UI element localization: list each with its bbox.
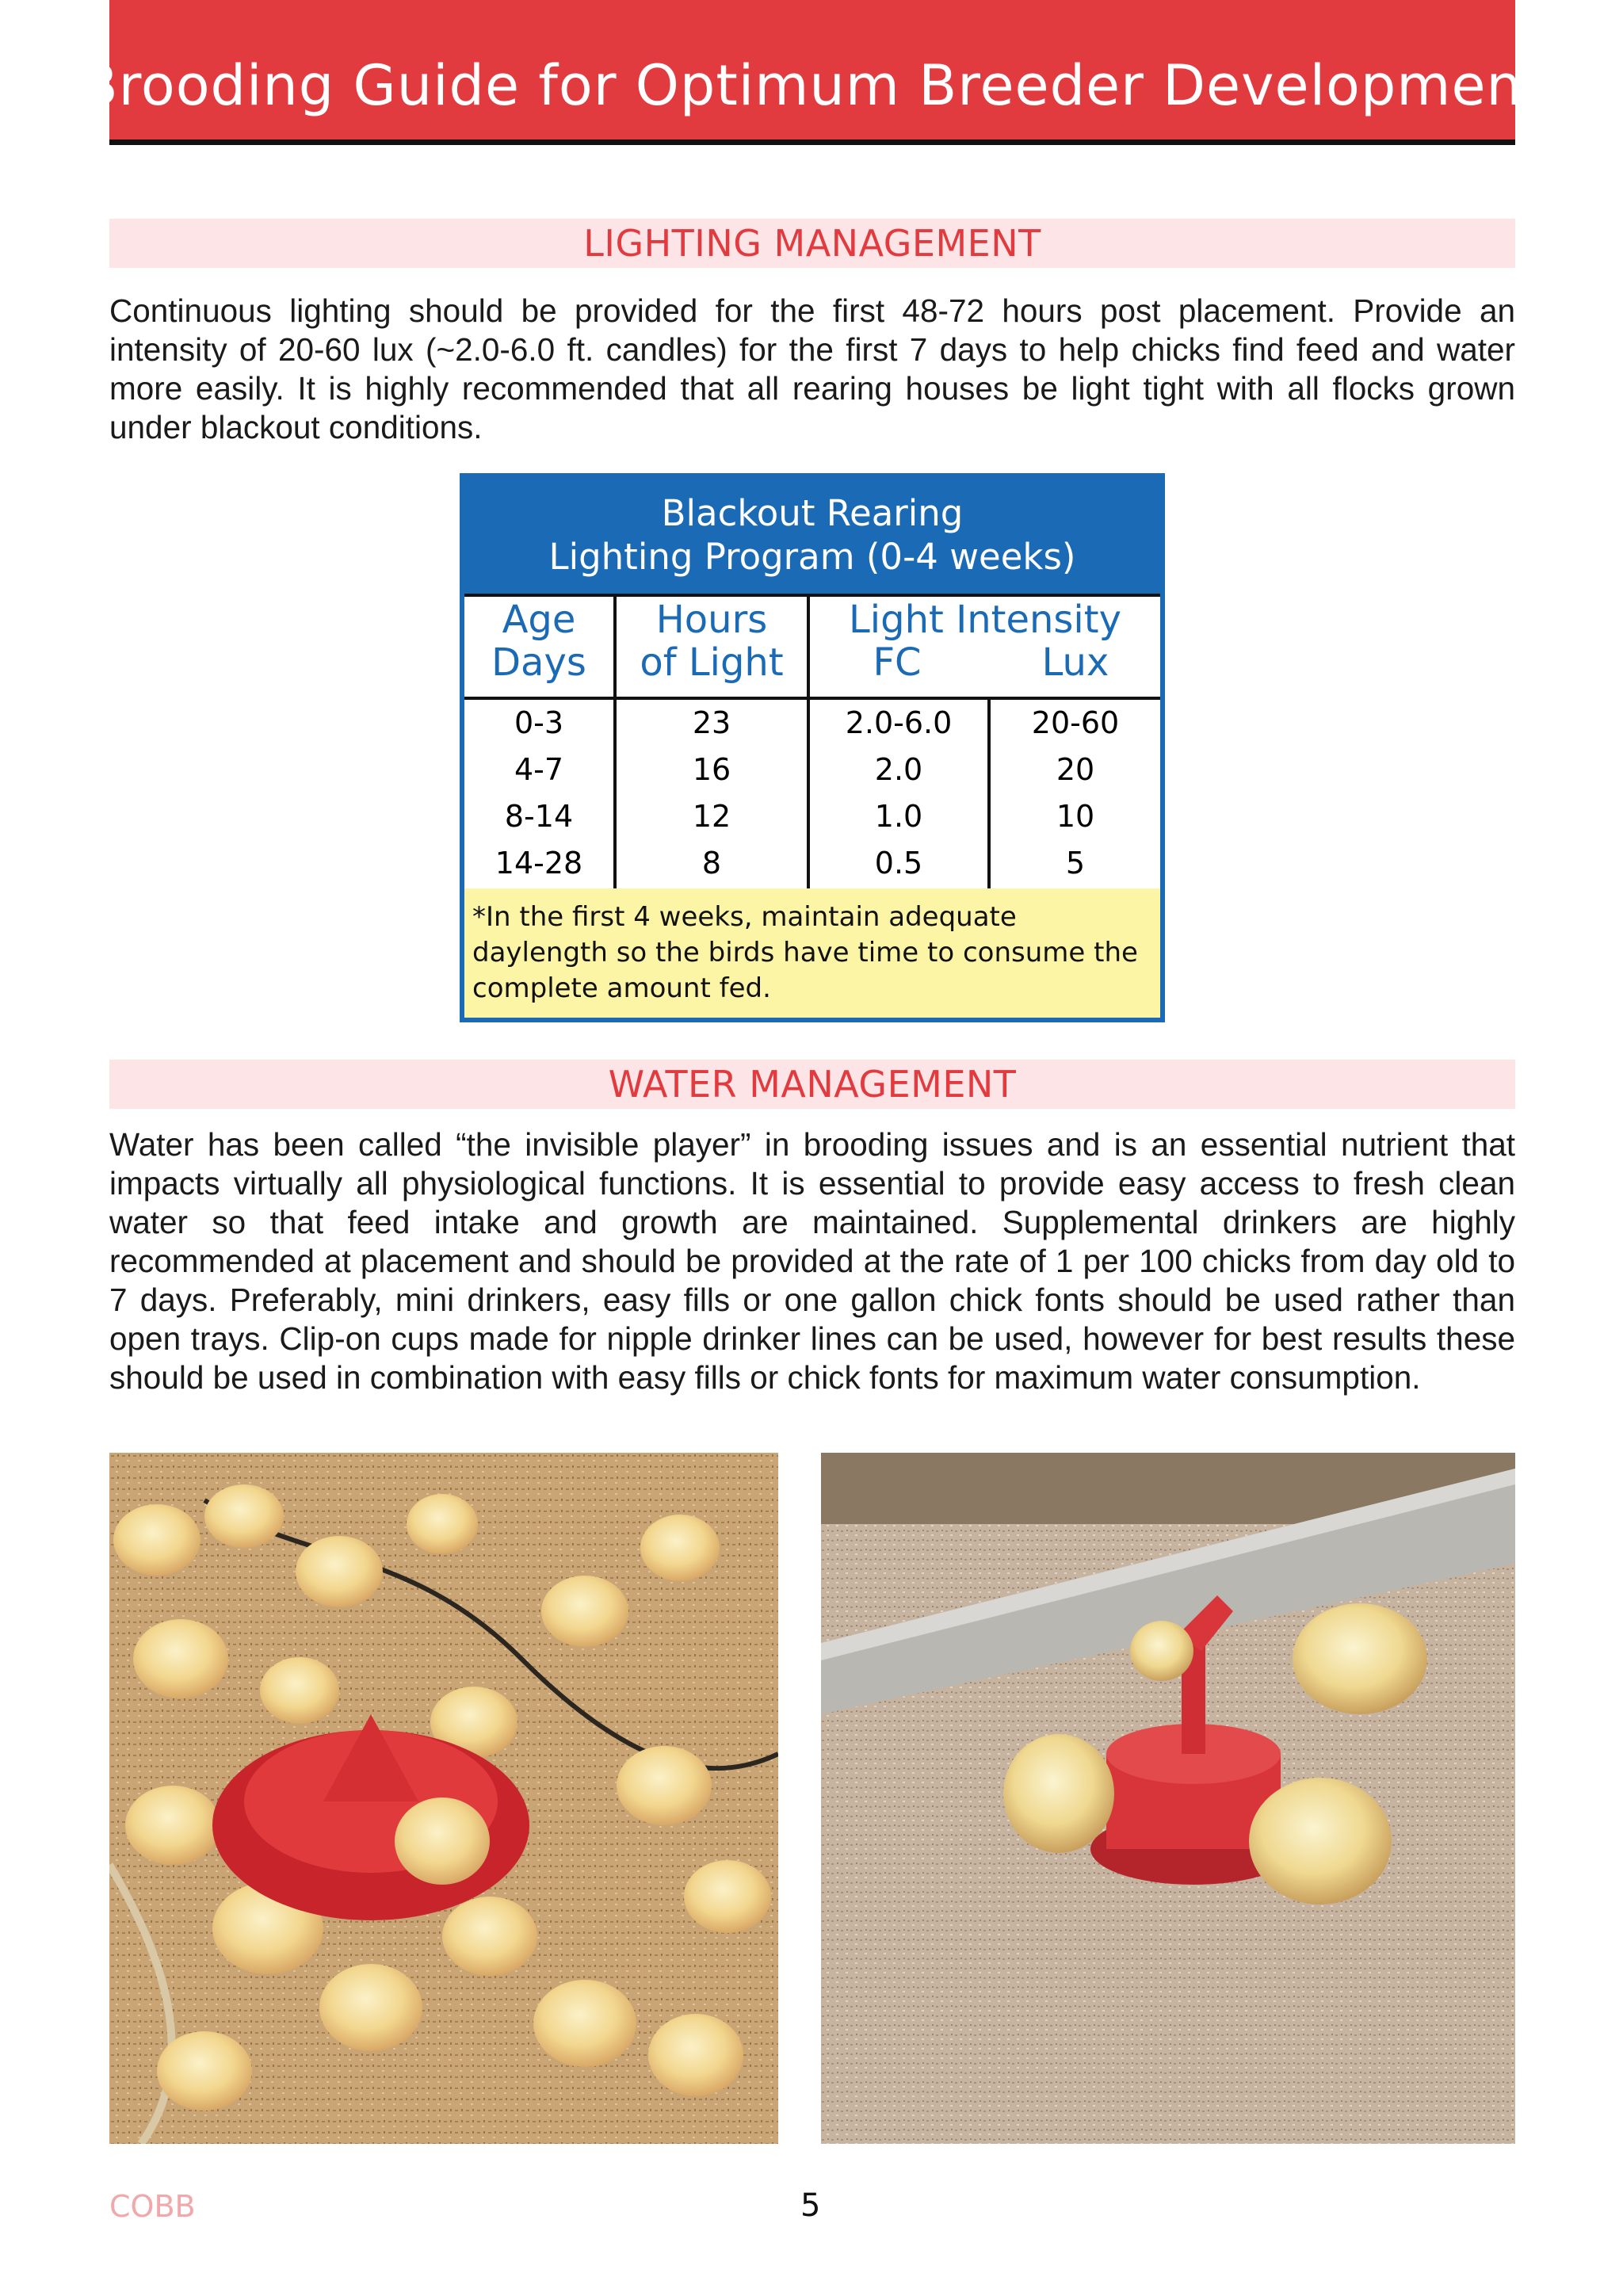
table-cell-fc: 0.5 [874,846,923,881]
col-header-fc: FC [873,640,922,685]
table-title-line1: Blackout Rearing [661,492,964,534]
table-title-line2: Lighting Program (0-4 weeks) [548,536,1076,578]
table-cell-lux: 5 [1065,846,1086,881]
col-lux [991,700,1160,887]
col-fc [810,700,987,887]
col-header-hours [617,598,807,684]
hours-header-line2: of Light [640,640,784,685]
photo-chicks-bell-drinker [109,1453,778,2144]
footer-brand: COBB [109,2189,196,2224]
table-cell-fc: 2.0-6.0 [845,705,953,740]
col-header-lux: Lux [1041,640,1109,685]
page-header [79,0,1545,145]
table-cell-age: 0-3 [514,705,564,740]
table-title [464,478,1160,594]
photo-chicks-nipple-drinker [821,1453,1515,2144]
water-section-heading [109,1060,1515,1109]
table-cell-age: 8-14 [504,799,574,834]
lighting-paragraph: Continuous lighting should be provided for the first 48-72 hours post placement. Provide an intensity of 20-60 lux (~2.0-6.0 ft. candles) for the first 7 days to help chicks find feed and water more easily. It is highly recommended that all rearing houses be light tight with all flocks grown under blackout conditions. [109,292,1515,445]
table-cell-age: 14-28 [495,846,583,881]
table-cell-lux: 20 [1056,752,1095,787]
table-footnote: *In the first 4 weeks, maintain adequate daylength so the birds have time to consume the complete amount fed. [464,888,1160,1018]
col-hours [617,700,807,887]
lighting-heading-text: LIGHTING MANAGEMENT [583,222,1041,265]
col-age [464,700,613,887]
col-header-intensity: Light Intensity [849,598,1121,642]
age-header-line1: Age [502,598,576,642]
table-cell-hours: 8 [701,846,722,881]
table-cell-lux: 20-60 [1031,705,1120,740]
table-cell-hours: 16 [692,752,731,787]
divider [464,594,1160,597]
page-number: 5 [800,2187,821,2224]
water-paragraph: Water has been called “the invisible player” in brooding issues and is an essential nutrient that impacts virtually all physiological functions. It is essential to provide easy access to fresh clean water so that feed intake and growth are maintained. Supplemental drinkers are highly recommended at placement and should be provided at the rate of 1 per 100 chicks from day old to 7 days. Preferably, mini drinkers, easy fills or one gallon chick fonts should be used rather than open trays. Clip-on cups made for nipple drinker lines can be used, however for best results these should be used in combination with easy fills or chick fonts for maximum water consumption. [109,1126,1515,1396]
table-cell-fc: 1.0 [874,799,923,834]
table-cell-fc: 2.0 [874,752,923,787]
lighting-program-table [460,473,1165,1022]
age-header-line2: Days [491,640,586,685]
hours-header-line1: Hours [655,598,768,642]
col-header-age [464,598,613,684]
water-heading-text: WATER MANAGEMENT [608,1063,1017,1106]
table-cell-hours: 12 [692,799,731,834]
table-cell-hours: 23 [692,705,731,740]
table-cell-lux: 10 [1056,799,1095,834]
page-title: Brooding Guide for Optimum Breeder Development [79,53,1545,118]
lighting-section-heading [109,219,1515,268]
table-cell-age: 4-7 [514,752,564,787]
